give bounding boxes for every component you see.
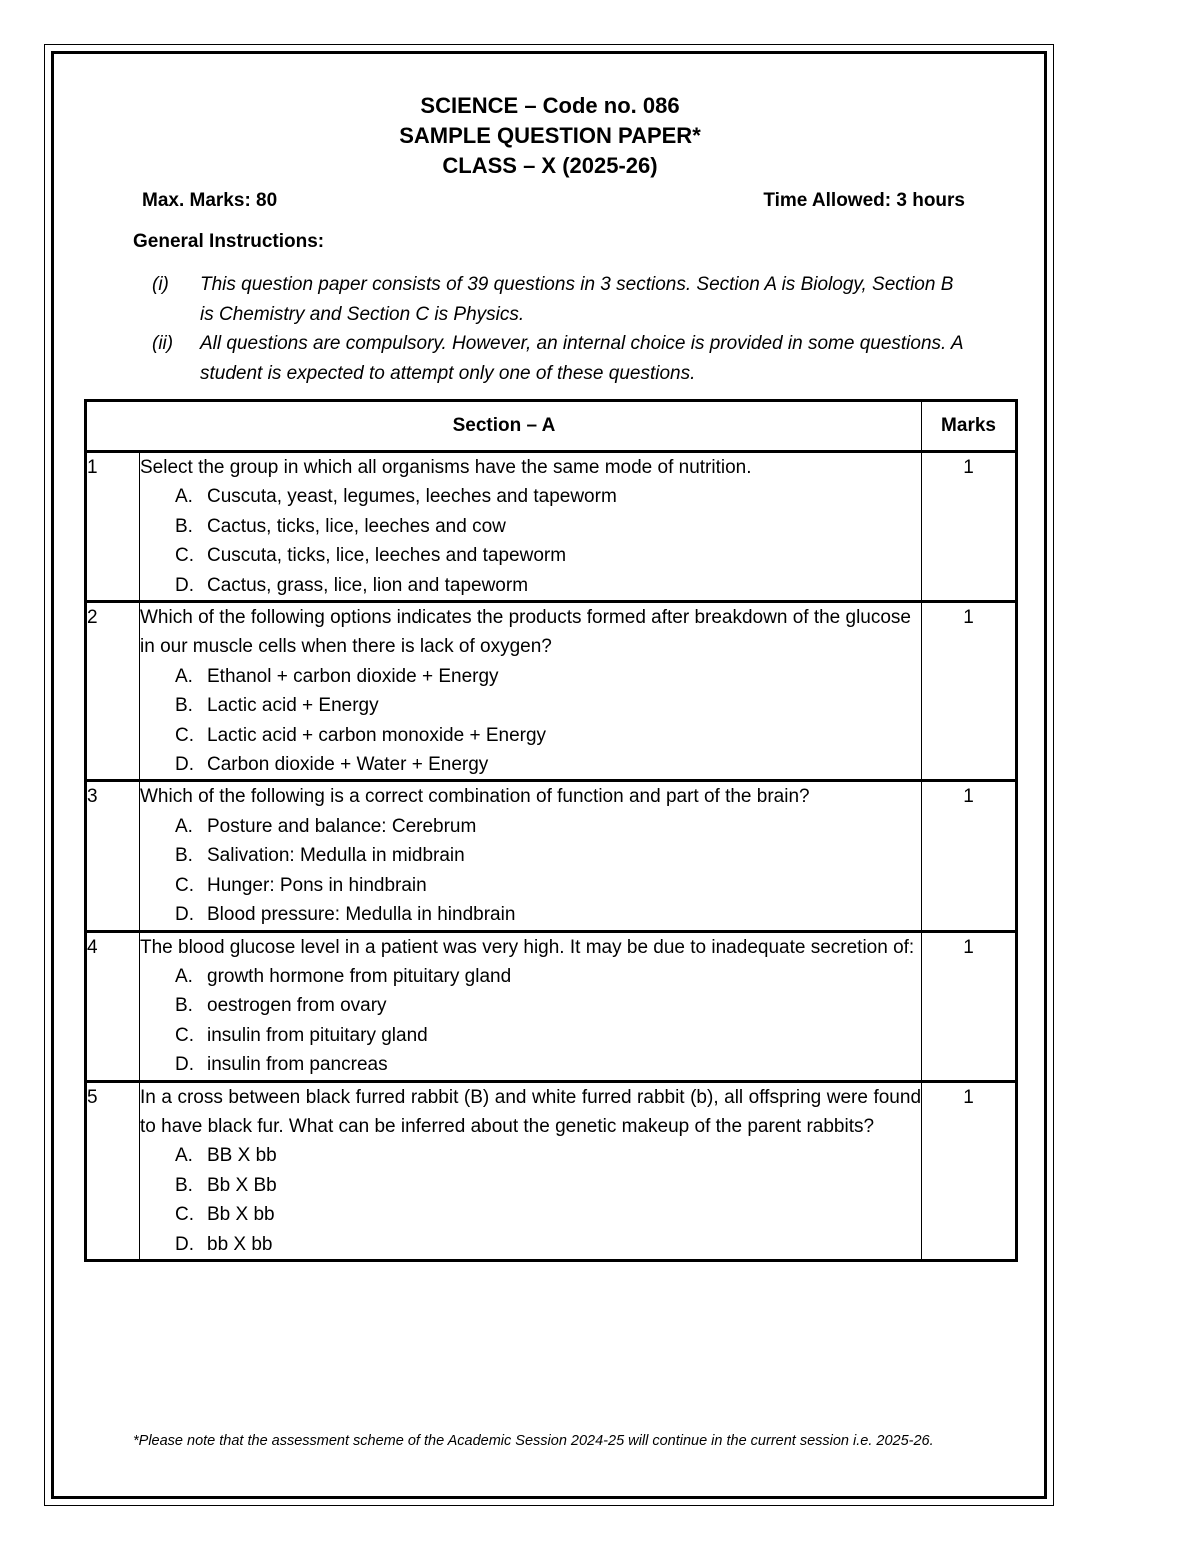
option-letter: B.	[175, 1174, 193, 1196]
instruction-text: All questions are compulsory. However, an internal choice is provided in some questions. A student is expected to attempt only one of these questions.	[200, 333, 963, 384]
option-letter: D.	[175, 904, 194, 926]
option-letter: C.	[175, 874, 194, 896]
option	[140, 812, 921, 841]
option	[140, 1171, 921, 1200]
question-text: Which of the following options indicates the products formed after breakdown of the glucose in our muscle cells when there is lack of oxygen?	[140, 607, 911, 658]
option-text: Cactus, grass, lice, lion and tapeworm	[207, 574, 529, 596]
question-cell	[140, 1081, 922, 1260]
time-allowed: Time Allowed: 3 hours	[763, 190, 965, 211]
footnote: *Please note that the assessment scheme of the Academic Session 2024-25 will continue in the current session i.e. 2025-26.	[133, 1433, 934, 1449]
option	[140, 1230, 921, 1259]
question-table	[84, 399, 1018, 1262]
option-letter: A.	[175, 965, 193, 987]
question-text: In a cross between black furred rabbit (B) and white furred rabbit (b), all offspring were found to have black fur. What can be inferred about the genetic makeup of the parent rabbits?	[140, 1086, 922, 1137]
option	[140, 691, 921, 720]
option-text: BB X bb	[207, 1145, 277, 1167]
option-letter: A.	[175, 1145, 193, 1167]
option	[140, 482, 921, 511]
option	[140, 512, 921, 541]
option-letter: B.	[175, 845, 193, 867]
option-text: Lactic acid + carbon monoxide + Energy	[207, 724, 547, 746]
section-title: Section – A	[86, 401, 922, 452]
option	[140, 662, 921, 691]
question-row	[86, 781, 1017, 931]
question-marks: 1	[922, 781, 1017, 931]
option-text: Salivation: Medulla in midbrain	[207, 845, 465, 867]
option-text: Cuscuta, yeast, legumes, leeches and tapeworm	[207, 486, 617, 508]
option-letter: B.	[175, 995, 193, 1017]
question-cell	[140, 781, 922, 931]
question-number: 4	[86, 931, 140, 1081]
question-cell	[140, 931, 922, 1081]
question-row	[86, 1081, 1017, 1260]
instruction-item	[152, 329, 972, 388]
question-marks: 1	[922, 931, 1017, 1081]
question-cell	[140, 452, 922, 602]
question-row	[86, 452, 1017, 602]
option	[140, 871, 921, 900]
max-marks: Max. Marks: 80	[142, 190, 278, 211]
option-text: Cactus, ticks, lice, leeches and cow	[207, 515, 506, 537]
option-text: Lactic acid + Energy	[207, 695, 379, 717]
general-instructions-title: General Instructions:	[133, 231, 325, 252]
option	[140, 1050, 921, 1079]
option-text: Bb X Bb	[207, 1174, 277, 1196]
question-row	[86, 602, 1017, 781]
instruction-number: (i)	[152, 274, 169, 295]
option	[140, 541, 921, 570]
option-letter: A.	[175, 815, 193, 837]
question-number: 5	[86, 1081, 140, 1260]
option	[140, 721, 921, 750]
option	[140, 1141, 921, 1170]
option-letter: C.	[175, 1204, 194, 1226]
option-text: Hunger: Pons in hindbrain	[207, 874, 427, 896]
question-marks: 1	[922, 452, 1017, 602]
option	[140, 1021, 921, 1050]
option-text: Bb X bb	[207, 1204, 275, 1226]
question-text: Which of the following is a correct combination of function and part of the brain?	[140, 786, 810, 808]
marks-header: Marks	[922, 401, 1017, 452]
option-letter: C.	[175, 724, 194, 746]
option	[140, 1200, 921, 1229]
instruction-number: (ii)	[152, 333, 174, 354]
option-text: Ethanol + carbon dioxide + Energy	[207, 665, 499, 687]
question-number: 3	[86, 781, 140, 931]
option-text: Posture and balance: Cerebrum	[207, 815, 477, 837]
option	[140, 841, 921, 870]
instruction-text: This question paper consists of 39 questions in 3 sections. Section A is Biology, Section B is Chemistry and Section C is Physics.	[200, 274, 954, 325]
paper-subtitle: SAMPLE QUESTION PAPER*	[399, 123, 701, 148]
option-text: oestrogen from ovary	[207, 995, 387, 1017]
table-header-row	[86, 401, 1017, 452]
option	[140, 571, 921, 600]
option-text: Carbon dioxide + Water + Energy	[207, 754, 489, 776]
option-letter: D.	[175, 1054, 194, 1076]
question-marks: 1	[922, 1081, 1017, 1260]
option	[140, 750, 921, 779]
option-text: insulin from pituitary gland	[207, 1024, 428, 1046]
option-text: Cuscuta, ticks, lice, leeches and tapeworm	[207, 545, 567, 567]
option-letter: A.	[175, 665, 193, 687]
question-number: 1	[86, 452, 140, 602]
option-text: growth hormone from pituitary gland	[207, 965, 512, 987]
paper-class: CLASS – X (2025-26)	[442, 153, 658, 178]
option-letter: D.	[175, 754, 194, 776]
question-cell	[140, 602, 922, 781]
option-letter: B.	[175, 515, 193, 537]
option-letter: D.	[175, 1233, 194, 1255]
question-text: The blood glucose level in a patient was very high. It may be due to inadequate secretion of:	[140, 936, 915, 958]
question-row	[86, 931, 1017, 1081]
question-number: 2	[86, 602, 140, 781]
option-text: bb X bb	[207, 1233, 273, 1255]
option-letter: B.	[175, 695, 193, 717]
option-letter: C.	[175, 1024, 194, 1046]
option	[140, 991, 921, 1020]
option-letter: C.	[175, 545, 194, 567]
question-text: Select the group in which all organisms have the same mode of nutrition.	[140, 457, 752, 478]
option-text: Blood pressure: Medulla in hindbrain	[207, 904, 516, 926]
option	[140, 962, 921, 991]
instruction-item	[152, 270, 972, 329]
question-marks: 1	[922, 602, 1017, 781]
option-letter: A.	[175, 486, 193, 508]
paper-title: SCIENCE – Code no. 086	[420, 93, 680, 118]
option	[140, 900, 921, 929]
option-text: insulin from pancreas	[207, 1054, 388, 1076]
option-letter: D.	[175, 574, 194, 596]
